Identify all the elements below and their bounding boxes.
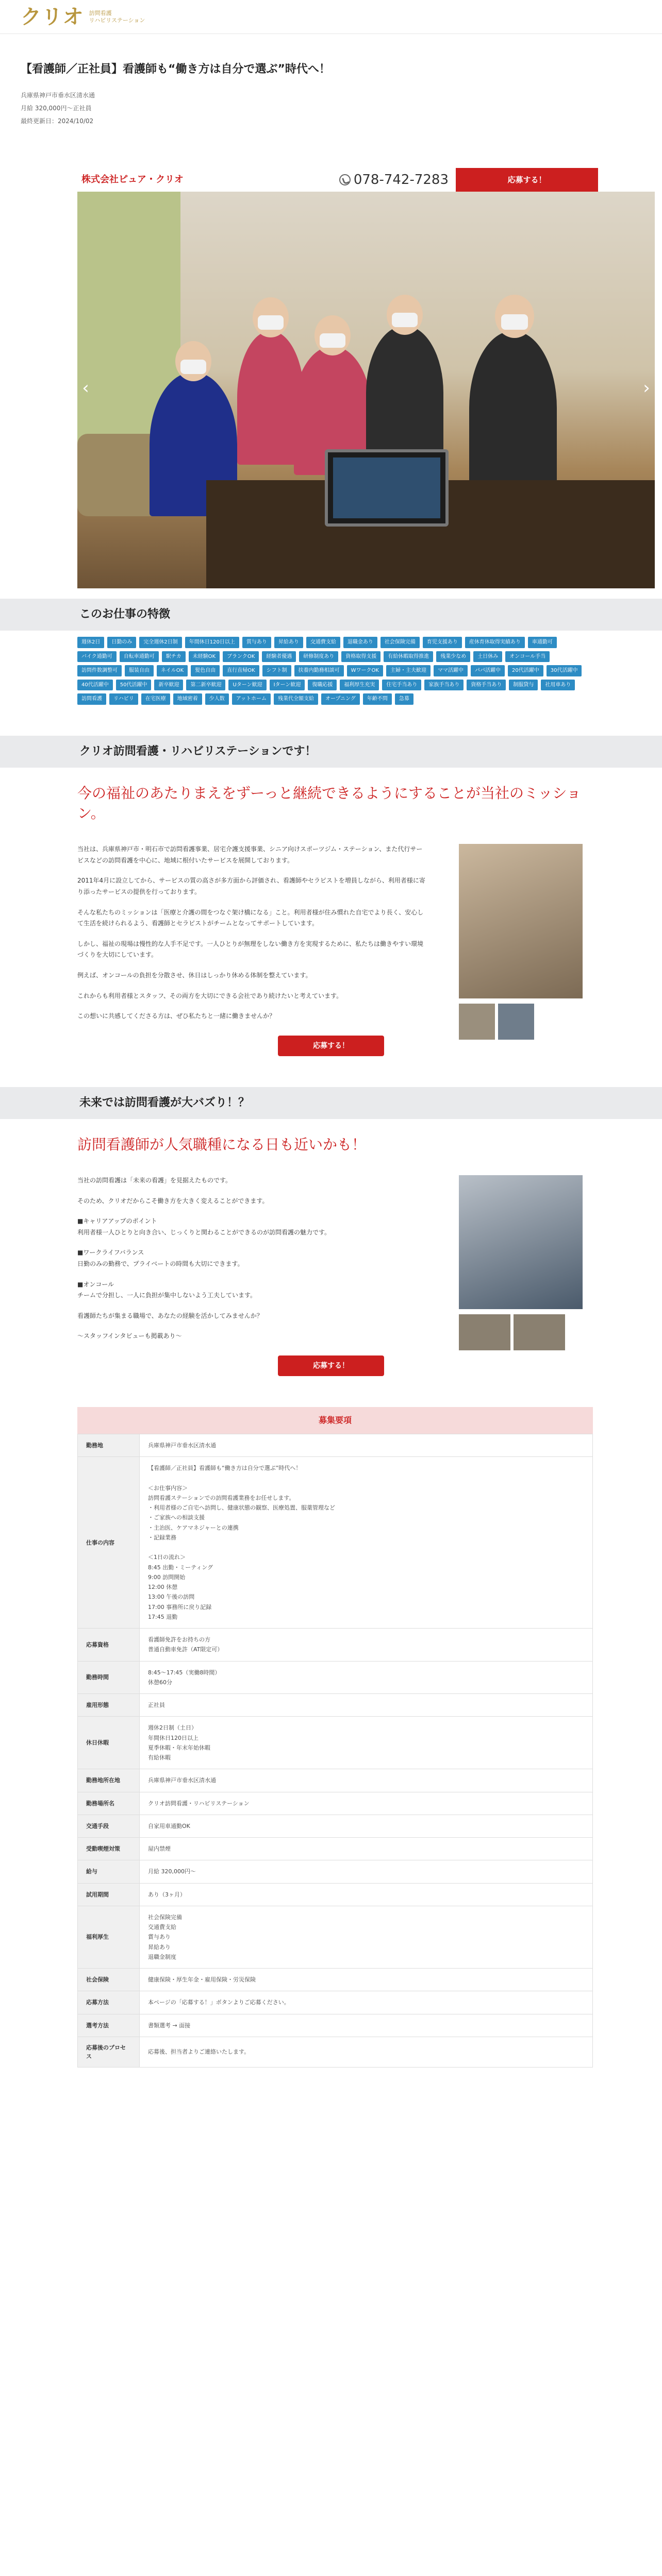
row-value: 週休2日制（土日） 年間休日120日以上 夏季休暇・年末年始休暇 有給休暇 (140, 1717, 593, 1769)
row-label: 勤務地所在地 (78, 1769, 140, 1792)
feature-tag[interactable]: リハビリ (109, 693, 138, 705)
feature-tag[interactable]: オンコール手当 (505, 651, 550, 663)
feature-tag[interactable]: 社会保険完備 (380, 637, 420, 648)
feature-tag[interactable]: 経験者優遇 (262, 651, 296, 663)
row-value: 月給 320,000円～ (140, 1860, 593, 1883)
feature-tag[interactable]: 車通勤可 (528, 637, 557, 648)
photo-mask (258, 315, 284, 330)
job-title-block (21, 34, 598, 137)
feature-tag[interactable]: WワークOK (347, 665, 383, 676)
phone-number-text: 078-742-7283 (353, 172, 449, 188)
photo-carousel[interactable] (77, 192, 655, 588)
thumbnail[interactable] (459, 1004, 495, 1040)
thumbnail[interactable] (498, 1004, 534, 1040)
feature-tag[interactable]: ネイルOK (157, 665, 188, 676)
article-paragraph: そのため、クリオだからこそ働き方を大きく変えることができます。 (77, 1197, 269, 1205)
row-label: 雇用形態 (78, 1694, 140, 1717)
feature-tag[interactable]: 主婦・主夫歓迎 (386, 665, 431, 676)
company-contact (339, 168, 598, 192)
row-value: 本ページの「応募する！」ボタンよりご応募ください。 (140, 1991, 593, 2014)
row-value: 正社員 (140, 1694, 593, 1717)
row-value: クリオ訪問看護・リハビリステーション (140, 1792, 593, 1815)
feature-tag[interactable]: 年齢不問 (363, 693, 392, 705)
feature-tag[interactable]: 急募 (395, 693, 413, 705)
row-label: 応募方法 (78, 1991, 140, 2014)
section1-images (459, 844, 583, 1040)
article-paragraph: そんな私たちのミッションは「医療と介護の間をつなぐ架け橋になる」こと。利用者様が住み慣れた自宅でより長く、安心して生活を続けられるよう、看護師とセラピストがチームとなってサポートしています。 (77, 908, 424, 927)
article-paragraph: ～スタッフインタビューも掲載あり～ (77, 1332, 182, 1340)
features-heading: このお仕事の特徴 (0, 599, 662, 631)
section1-heading: クリオ訪問看護・リハビリステーションです！ (0, 736, 662, 768)
row-value: 応募後、担当者よりご連絡いたします。 (140, 2037, 593, 2067)
row-value: 兵庫県神戸市垂水区清水通 (140, 1434, 593, 1456)
feature-tag[interactable]: 住宅手当あり (382, 680, 421, 691)
article-paragraph: 当社の訪問看護は「未来の看護」を見据えたものです。 (77, 1176, 232, 1184)
feature-tag[interactable]: 研修制度あり (299, 651, 338, 663)
table-row (78, 1991, 593, 2014)
row-label: 試用期間 (78, 1883, 140, 1906)
table-row (78, 2014, 593, 2037)
table-row (78, 1717, 593, 1769)
row-label: 選考方法 (78, 2014, 140, 2037)
feature-tag[interactable]: 自転車通勤可 (120, 651, 159, 663)
feature-tag[interactable]: 土日休み (473, 651, 502, 663)
row-value: 屋内禁煙 (140, 1838, 593, 1860)
feature-tag[interactable]: 30代活躍中 (547, 665, 582, 676)
section1-photo (459, 844, 583, 998)
feature-tag[interactable]: ママ活躍中 (434, 665, 468, 676)
photo-mask (392, 313, 418, 327)
thumbnail[interactable] (514, 1314, 565, 1350)
section2-images (459, 1175, 583, 1350)
feature-tag[interactable]: 直行直帰OK (223, 665, 259, 676)
site-logo[interactable] (0, 0, 662, 34)
feature-tag[interactable]: 復職応援 (308, 680, 337, 691)
feature-tag[interactable]: 資格手当あり (467, 680, 506, 691)
company-bar (82, 168, 598, 192)
feature-tag[interactable]: バイク通勤可 (77, 651, 117, 663)
feature-tag[interactable]: 新卒歓迎 (154, 680, 183, 691)
feature-tag[interactable]: 第二新卒歓迎 (186, 680, 225, 691)
article-paragraph: しかし、福祉の現場は慢性的な人手不足です。一人ひとりが無理をしない働き方を実現するために、私たちは働きやすい環境づくりを大切にしています。 (77, 940, 424, 959)
feature-tag[interactable]: 週休2日 (77, 637, 104, 648)
row-label: 応募資格 (78, 1629, 140, 1662)
feature-tag[interactable]: Iターン歓迎 (270, 680, 305, 691)
photo-person (469, 331, 557, 485)
phone-icon (339, 174, 351, 185)
feature-tag[interactable]: ブランクOK (223, 651, 259, 663)
table-row (78, 1661, 593, 1694)
table-row (78, 1457, 593, 1629)
feature-tag[interactable]: 訪問件数調整可 (77, 665, 122, 676)
feature-tag[interactable]: 昇給あり (274, 637, 303, 648)
row-value: 8:45～17:45（実働8時間） 休憩60分 (140, 1661, 593, 1694)
feature-tag[interactable]: 制服貸与 (509, 680, 538, 691)
table-row (78, 1815, 593, 1837)
feature-tag[interactable]: 駅チカ (162, 651, 186, 663)
photo-person (366, 326, 443, 460)
row-label: 仕事の内容 (78, 1457, 140, 1629)
logo-sub-line-2: リハビリステーション (89, 17, 145, 24)
row-value: 社会保険完備 交通費支給 賞与あり 昇給あり 退職金制度 (140, 1906, 593, 1968)
recruit-table (77, 1434, 593, 2067)
feature-tag[interactable]: 在宅医療 (141, 693, 170, 705)
feature-tag[interactable]: 賞与あり (242, 637, 271, 648)
job-location: 兵庫県神戸市垂水区清水通 (21, 91, 95, 99)
feature-tag[interactable]: 家族手当あり (424, 680, 464, 691)
article-paragraph: 2011年4月に設立してから、サービスの質の高さが多方面から評価され、看護師やセラピストを増員しながら、利用者様に寄り添ったサービスの提供を行っております。 (77, 877, 425, 896)
table-row (78, 1694, 593, 1717)
feature-tag[interactable]: 服装自由 (125, 665, 154, 676)
feature-tag[interactable]: パパ活躍中 (471, 665, 505, 676)
recruit-heading: 募集要項 (77, 1407, 593, 1434)
company-name[interactable]: 株式会社ピュア・クリオ (81, 174, 184, 185)
site-header (0, 0, 662, 34)
row-label: 勤務場所名 (78, 1792, 140, 1815)
feature-tag[interactable]: 扶養内勤務相談可 (294, 665, 344, 676)
feature-tag[interactable]: 残業少なめ (436, 651, 470, 663)
row-label: 応募後のプロセス (78, 2037, 140, 2067)
article-paragraph: ■キャリアアップのポイント 利用者様一人ひとりと向き合い、じっくりと関わることができるのが訪問看護の魅力です。 (77, 1217, 331, 1236)
section2-thumbnails (459, 1314, 583, 1350)
job-meta (21, 89, 598, 128)
table-row (78, 1969, 593, 1991)
job-salary: 月給 320,000円～正社員 (21, 104, 92, 112)
row-label: 社会保険 (78, 1969, 140, 1991)
feature-tag[interactable]: 訪問看護 (77, 693, 106, 705)
feature-tag[interactable]: 40代活躍中 (77, 680, 113, 691)
feature-tag[interactable]: 福利厚生充実 (340, 680, 379, 691)
article-paragraph: ■オンコール チームで分担し、一人に負担が集中しないよう工夫しています。 (77, 1280, 257, 1299)
feature-tag[interactable]: 日勤のみ (107, 637, 136, 648)
feature-tag-list (77, 637, 583, 705)
section1-article (77, 844, 583, 1022)
phone-number[interactable] (339, 170, 449, 190)
section1-thumbnails (459, 1004, 583, 1040)
row-label: 受動喫煙対策 (78, 1838, 140, 1860)
row-value: 健康保険・厚生年金・雇用保険・労災保険 (140, 1969, 593, 1991)
article-paragraph: 当社は、兵庫県神戸市・明石市で訪問看護事業、居宅介護支援事業、シニア向けスポーツジム・ステーション、また代行サービスなどの訪問看護を中心に、地域に根付いたサービスを展開しております。 (77, 845, 423, 864)
feature-tag[interactable]: 資格取得支援 (341, 651, 380, 663)
feature-tag[interactable]: 髪色自由 (191, 665, 220, 676)
feature-tag[interactable]: 50代活躍中 (116, 680, 152, 691)
feature-tag[interactable]: 育児支援あり (423, 637, 462, 648)
table-row (78, 1434, 593, 1456)
feature-tag[interactable]: 年間休日120日以上 (185, 637, 239, 648)
photo-mask (180, 360, 206, 374)
job-posted-date: 最終更新日：2024/10/02 (21, 117, 94, 125)
row-value: あり（3ヶ月） (140, 1883, 593, 1906)
feature-tag[interactable]: 地域密着 (173, 693, 202, 705)
feature-tag[interactable]: 社用車あり (541, 680, 575, 691)
article-paragraph: 看護師たちが集まる職場で、あなたの経験を活かしてみませんか？ (77, 1312, 263, 1319)
carousel-next-icon[interactable]: › (643, 378, 650, 399)
photo-mask (501, 314, 528, 330)
row-label: 休日休暇 (78, 1717, 140, 1769)
thumbnail[interactable] (459, 1314, 510, 1350)
row-value: 自家用車通勤OK (140, 1815, 593, 1837)
row-label: 勤務時間 (78, 1661, 140, 1694)
feature-tag[interactable]: Uターン歓迎 (228, 680, 266, 691)
feature-tag[interactable]: シフト制 (262, 665, 291, 676)
feature-tag[interactable]: 交通費支給 (306, 637, 340, 648)
apply-button-section2[interactable]: 応募する！ (278, 1355, 384, 1376)
feature-tag[interactable]: 産休育休取得実績あり (465, 637, 525, 648)
row-label: 福利厚生 (78, 1906, 140, 1968)
article-paragraph: この想いに共感してくださる方は、ぜひ私たちと一緒に働きませんか？ (77, 1012, 276, 1020)
table-row (78, 1860, 593, 1883)
row-value: 【看護師／正社員】看護師も“働き方は自分で選ぶ”時代へ！ ＜お仕事内容＞ 訪問看護ステーションでの訪問看護業務をお任せします。 ・利用者様のご自宅へ訪問し、健康状態の観察、医療処置、服薬管理など ・ご家族への相談支援 ・主治医、ケアマネジャーとの連携 ・記録業務 ＜1日の流れ＞ 8:45 出勤・ミーティング 9:00 訪問開始 12:00 休憩 13:00 午後の訪問 17:00 事務所に戻り記録 17:45 退勤 (140, 1457, 593, 1629)
apply-button-top[interactable]: 応募する！ (456, 168, 598, 192)
page-bottom-space (0, 2067, 662, 2129)
logo-subtitle (89, 10, 145, 25)
feature-tag[interactable]: 有給休暇取得推進 (384, 651, 433, 663)
article-paragraph: 例えば、オンコールの負担を分散させ、休日はしっかり休める体制を整えています。 (77, 971, 312, 979)
table-row (78, 1838, 593, 1860)
section1-lead: 今の福祉のあたりまえをずーっと継続できるようにすることが当社のミッション。 (77, 784, 581, 822)
row-value: 書類選考 → 面接 (140, 2014, 593, 2037)
row-value: 兵庫県神戸市垂水区清水通 (140, 1769, 593, 1792)
section2-article (77, 1175, 583, 1342)
photo-mask (320, 333, 345, 348)
feature-tag[interactable]: 完全週休2日制 (139, 637, 181, 648)
row-label: 給与 (78, 1860, 140, 1883)
apply-button-section1[interactable]: 応募する！ (278, 1036, 384, 1056)
feature-tag[interactable]: オープニング (321, 693, 360, 705)
logo-sub-line-1: 訪問看護 (89, 9, 112, 16)
table-row (78, 1906, 593, 1968)
feature-tag[interactable]: 退職金あり (343, 637, 377, 648)
table-row (78, 1792, 593, 1815)
feature-tag[interactable]: アットホーム (232, 693, 271, 705)
feature-tag[interactable]: 少人数 (205, 693, 229, 705)
table-row (78, 1769, 593, 1792)
photo-laptop (325, 449, 449, 527)
row-label: 勤務地 (78, 1434, 140, 1456)
row-label: 交通手段 (78, 1815, 140, 1837)
article-paragraph: ■ワークライフバランス 日勤のみの勤務で、プライベートの時間も大切にできます。 (77, 1249, 244, 1267)
table-row (78, 1883, 593, 1906)
table-row (78, 2037, 593, 2067)
job-title: 【看護師／正社員】看護師も“働き方は自分で選ぶ”時代へ！ (21, 63, 330, 76)
feature-tag[interactable]: 20代活躍中 (508, 665, 543, 676)
section2-lead: 訪問看護師が人気職種になる日も近いかも！ (77, 1136, 367, 1153)
staff-photo (77, 192, 655, 588)
article-paragraph: これからも利用者様とスタッフ、その両方を大切にできる会社であり続けたいと考えています。 (77, 992, 343, 999)
row-value: 看護師免許をお持ちの方 普通自動車免許（AT限定可） (140, 1629, 593, 1662)
carousel-prev-icon[interactable]: ‹ (82, 378, 89, 399)
section2-heading: 未来では訪問看護が大バズり！？ (0, 1087, 662, 1119)
section2-photo (459, 1175, 583, 1309)
feature-tag[interactable]: 未経験OK (189, 651, 220, 663)
table-row (78, 1629, 593, 1662)
logo-mark: クリオ (21, 5, 84, 29)
feature-tag[interactable]: 残業代全額支給 (274, 693, 318, 705)
